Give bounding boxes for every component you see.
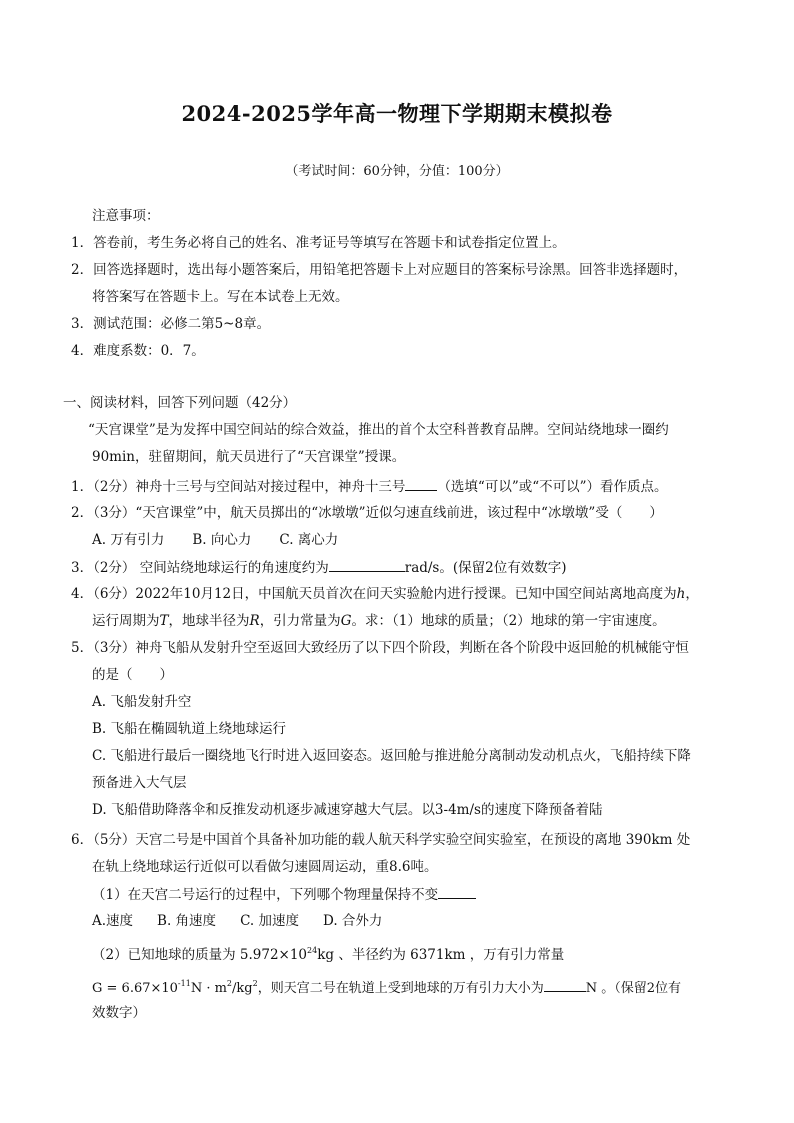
q2-option-b: B. 向心力 bbox=[192, 532, 252, 548]
q4-var-r: R bbox=[249, 613, 260, 629]
q6-option-d: D. 合外力 bbox=[323, 913, 383, 929]
q6-g-exponent-3: 2 bbox=[252, 979, 258, 988]
question-1 bbox=[71, 476, 668, 497]
q4-var-t: T bbox=[159, 613, 169, 629]
q3-answer-blank[interactable] bbox=[329, 557, 405, 572]
q6-g-exponent: -11 bbox=[177, 979, 191, 988]
question-2-options bbox=[92, 530, 338, 550]
q6-g-text-d: ，则天宫二号在轨道上受到地球的万有引力大小为 bbox=[257, 981, 544, 996]
q4-var-g: G bbox=[340, 613, 352, 629]
q5-option-c-cont: 预备进入大气层 bbox=[92, 775, 187, 791]
q5-option-b: B. 飞船在椭圆轨道上绕地球运行 bbox=[92, 721, 287, 737]
q1-text-after: （选填“可以”或“不可以”）看作质点。 bbox=[437, 479, 668, 495]
notice-item-1: 1．答卷前，考生务必将自己的姓名、准考证号等填写在答题卡和试卷指定位置上。 bbox=[71, 235, 566, 251]
q6-g-text-c: /kg bbox=[232, 981, 253, 996]
exam-title: 2024-2025学年高一物理下学期期末模拟卷 bbox=[181, 101, 613, 126]
q6-option-a: A.速度 bbox=[92, 913, 134, 929]
section-heading: 一、阅读材料，回答下列问题（42分） bbox=[63, 395, 297, 411]
q6-g-exponent-2: 2 bbox=[226, 979, 233, 988]
q6-sub-1-answer-blank[interactable] bbox=[438, 884, 476, 899]
q6-sub-1-text: （1）在天宫二号运行的过程中，下列哪个物理量保持不变 bbox=[92, 887, 439, 903]
question-6-line-1: 6．（5分）天宫二号是中国首个具备补加功能的载人航天科学实验空间实验室，在预设的离地 390km 处 bbox=[71, 832, 691, 848]
q4-text-2b: ，地球半径为 bbox=[168, 613, 250, 629]
q6-sub-2-text-b: kg 、半径约为 6371km ，万有引力常量 bbox=[317, 947, 565, 963]
q4-text-2a: 运行周期为 bbox=[92, 613, 160, 629]
q6-sub-2-answer-blank[interactable] bbox=[544, 977, 586, 992]
question-5-line-2: 的是（ ） bbox=[92, 667, 173, 683]
q6-g-text-b: N · m bbox=[190, 981, 227, 996]
question-3 bbox=[71, 557, 566, 578]
question-2-stem: 2．（3分）“天宫课堂”中，航天员掷出的“冰墩墩”近似匀速直线前进，该过程中“冰墩墩”受（ ） bbox=[71, 505, 663, 521]
question-5-line-1: 5．（3分）神舟飞船从发射升空至返回大致经历了以下四个阶段，判断在各个阶段中返回舱的机械能守恒 bbox=[71, 640, 689, 656]
q6-option-c: C. 加速度 bbox=[240, 913, 299, 929]
q4-text-2d: 。求：（1）地球的质量；（2）地球的第一宇宙速度。 bbox=[351, 613, 666, 629]
exam-subtitle: （考试时间：60分钟，分值：100分） bbox=[285, 164, 509, 179]
question-6-line-2: 在轨上绕地球运行近似可以看做匀速圆周运动，重8.6吨。 bbox=[92, 859, 438, 875]
q4-text-2c: ，引力常量为 bbox=[259, 613, 341, 629]
q6-sub-1 bbox=[92, 884, 476, 905]
q5-option-c: C. 飞船进行最后一圈绕地飞行时进入返回姿态。返回舱与推进舱分离制动发动机点火，飞船持续下降 bbox=[92, 748, 691, 764]
q3-text-before: 3．（2分） 空间站绕地球运行的角速度约为 bbox=[71, 560, 329, 576]
q6-earth-mass-exponent: 24 bbox=[307, 946, 318, 955]
q2-option-c: C. 离心力 bbox=[279, 532, 339, 548]
q2-option-a: A. 万有引力 bbox=[92, 532, 165, 548]
question-4-line-1 bbox=[71, 584, 699, 604]
notice-item-3: 3．测试范围：必修二第5~8章。 bbox=[71, 316, 271, 332]
section-intro-1: “天宫课堂”是为发挥中国空间站的综合效益，推出的首个太空科普教育品牌。空间站绕地球一圈约 bbox=[88, 422, 669, 438]
q6-g-text-e: N 。（保留2位有 bbox=[585, 981, 681, 996]
q5-option-d: D. 飞船借助降落伞和反推发动机逐步减速穿越大气层。以3-4m/s的速度下降预备着陆 bbox=[92, 802, 603, 818]
q4-text-1: 4．（6分）2022年10月12日，中国航天员首次在问天实验舱内进行授课。已知中国空间站离地高度为 bbox=[71, 586, 677, 602]
notice-item-4: 4．难度系数：0．7。 bbox=[71, 343, 205, 359]
q6-sub-2-line-2 bbox=[92, 974, 681, 999]
q6-option-b: B. 角速度 bbox=[157, 913, 217, 929]
q6-sub-1-options bbox=[92, 911, 382, 931]
q4-text-1-end: ， bbox=[685, 586, 699, 602]
q1-text-before: 1．（2分）神舟十三号与空间站对接过程中，神舟十三号 bbox=[71, 479, 406, 495]
question-4-line-2 bbox=[92, 611, 666, 631]
q6-sub-2-line-1 bbox=[92, 941, 564, 965]
q6-sub-2-text-a: （2）已知地球的质量为 5.972×10 bbox=[92, 947, 308, 963]
q6-sub-2-line-3: 效数字） bbox=[92, 1005, 146, 1021]
q3-text-after: rad/s。(保留2位有效数字) bbox=[404, 560, 567, 576]
q6-g-text-a: G = 6.67×10 bbox=[92, 981, 178, 996]
section-intro-2: 90min，驻留期间，航天员进行了“天宫课堂”授课。 bbox=[92, 449, 406, 465]
notice-heading: 注意事项： bbox=[92, 208, 160, 224]
notice-item-2-cont: 将答案写在答题卡上。写在本试卷上无效。 bbox=[92, 289, 349, 305]
notice-item-2: 2．回答选择题时，选出每小题答案后，用铅笔把答题卡上对应题目的答案标号涂黑。回答非选择题时， bbox=[71, 262, 688, 278]
q5-option-a: A. 飞船发射升空 bbox=[92, 694, 192, 710]
q4-var-h: h bbox=[676, 586, 686, 602]
q1-answer-blank[interactable] bbox=[405, 476, 437, 491]
